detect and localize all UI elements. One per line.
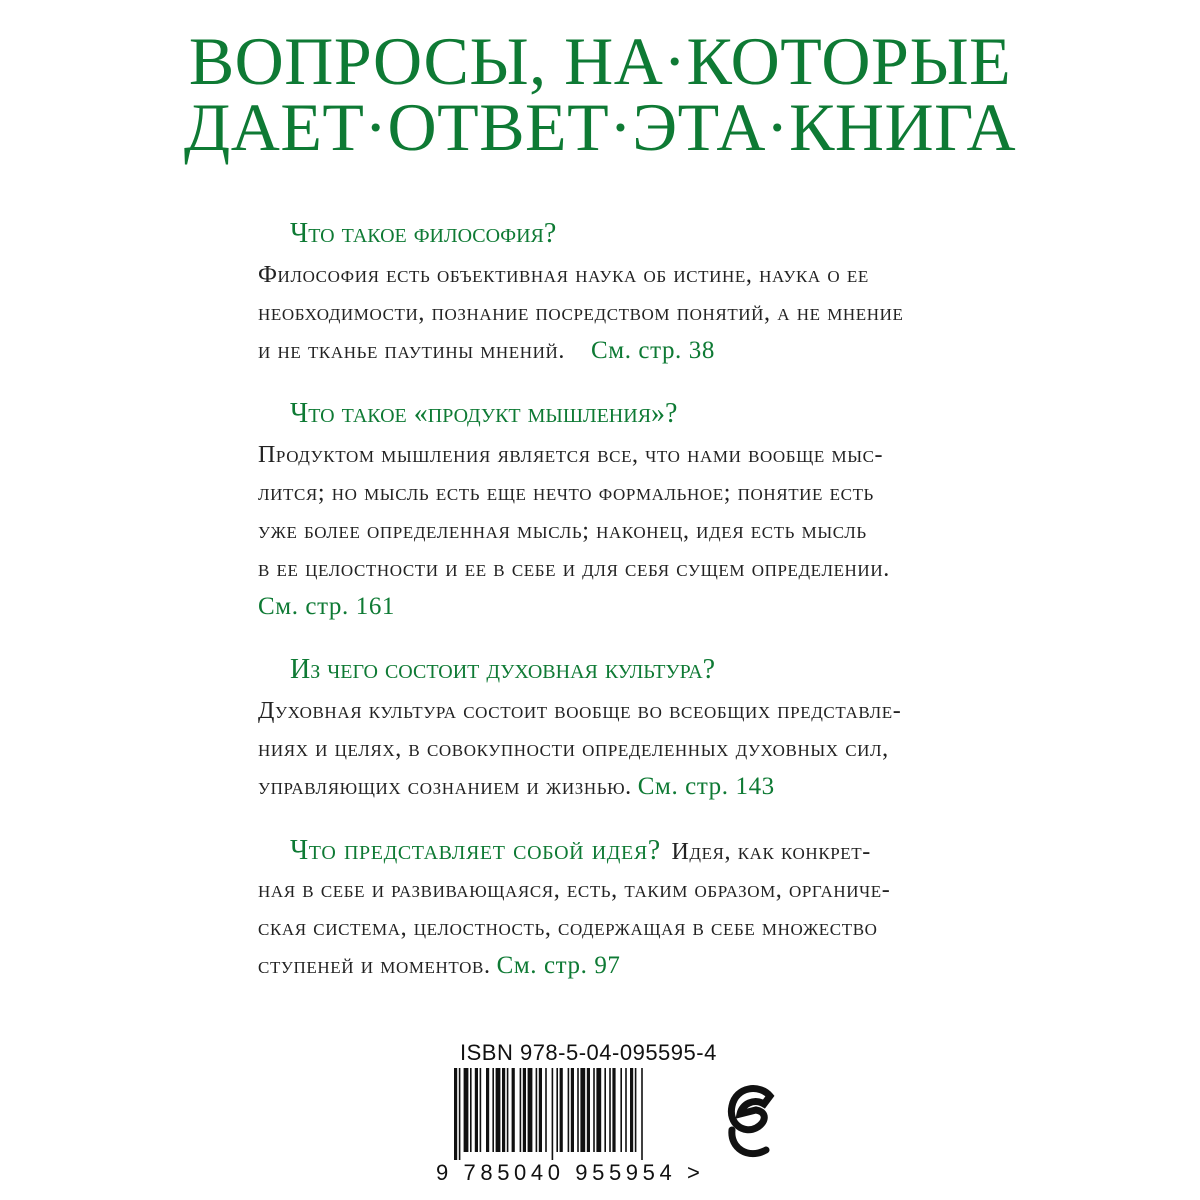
- page-reference: См. стр. 143: [637, 773, 775, 800]
- question-heading: Что такое «продукт мышления»?: [290, 398, 678, 429]
- barcode-bar: [630, 1068, 633, 1152]
- qa-block-3: [258, 652, 948, 806]
- barcode-bar: [536, 1068, 538, 1152]
- barcode-bar: [528, 1068, 533, 1152]
- question-heading: Что представляет собой идея?: [290, 835, 661, 866]
- barcode-bar: [475, 1068, 478, 1152]
- barcode-bar: [612, 1068, 615, 1152]
- isbn-label: ISBN 978-5-04-095595-4: [460, 1040, 717, 1065]
- publisher-logo-icon: [726, 1082, 778, 1162]
- barcode-bar: [560, 1068, 563, 1152]
- barcode-bar: [620, 1068, 622, 1152]
- answer-text: [258, 832, 948, 985]
- barcode-bar: [604, 1068, 606, 1152]
- barcode-bar: [596, 1068, 601, 1152]
- barcode-bar: [512, 1068, 515, 1152]
- barcode-bar: [556, 1068, 558, 1152]
- barcode-bar: [641, 1068, 643, 1160]
- qa-content: [258, 216, 948, 1011]
- barcode-bar: [470, 1068, 472, 1152]
- answer-text: [258, 692, 948, 806]
- barcode-bar: [520, 1068, 522, 1152]
- barcode-bar: [492, 1068, 494, 1152]
- title-line-1: ВОПРОСЫ, НА·КОТОРЫЕ: [188, 23, 1012, 99]
- title-line-2: ДАЕТ·ОТВЕТ·ЭТА·КНИГА: [183, 89, 1017, 165]
- qa-block-2: [258, 396, 948, 626]
- barcode-bar: [593, 1068, 595, 1152]
- barcode-bar: [545, 1068, 547, 1152]
- barcode-bar: [577, 1068, 579, 1152]
- answer-line: необходимости, познание посредством понятий, а не мнение: [258, 300, 904, 326]
- answer-line: ниях и целях, в совокупности определенных духовных сил,: [258, 736, 889, 762]
- answer-line: Идея, как конкрет-: [671, 839, 871, 865]
- barcode-bar: [609, 1068, 611, 1152]
- answer-line: ная в себе и развивающаяся, есть, таким образом, органиче-: [258, 877, 891, 903]
- barcode-bar: [523, 1068, 526, 1152]
- page-reference: См. стр. 38: [591, 337, 715, 364]
- answer-line: Продуктом мышления является все, что нами вообще мыс-: [258, 442, 884, 468]
- answer-text: [258, 436, 948, 626]
- answer-line: уже более определенная мысль; наконец, идея есть мысль: [258, 518, 867, 544]
- barcode-bar: [587, 1068, 590, 1152]
- barcode-bar: [568, 1068, 570, 1152]
- barcode: [452, 1068, 702, 1160]
- barcode-bar: [496, 1068, 501, 1152]
- question-heading: Что такое философия?: [290, 218, 557, 249]
- barcode-bar: [480, 1068, 482, 1152]
- page-reference: См. стр. 97: [496, 952, 621, 979]
- barcode-bar: [580, 1068, 585, 1152]
- barcode-digits: 9 785040 955954 >: [436, 1160, 705, 1185]
- question-heading: Из чего состоит духовная культура?: [290, 654, 716, 685]
- answer-line: управляющих сознанием и жизнью.: [258, 774, 632, 800]
- answer-line: ступеней и моментов.: [258, 953, 491, 979]
- barcode-bar: [571, 1068, 574, 1152]
- answer-line: лится; но мысль есть еще нечто формальное; понятие есть: [258, 480, 874, 506]
- answer-line: в ее целостности и ее в себе и для себя сущем определении.: [258, 556, 890, 582]
- answer-line: ская система, целостность, содержащая в себе множество: [258, 915, 878, 941]
- page-reference: См. стр. 161: [258, 593, 396, 620]
- qa-block-4: [258, 832, 948, 985]
- answer-line: Духовная культура состоит вообще во всеобщих представле-: [258, 698, 902, 724]
- qa-block-1: [258, 216, 948, 370]
- barcode-bar: [552, 1068, 554, 1160]
- barcode-bar: [454, 1068, 457, 1160]
- barcode-bar: [502, 1068, 505, 1152]
- barcode-bar: [486, 1068, 489, 1152]
- answer-line: Философия есть объективная наука об истине, наука о ее: [258, 262, 869, 288]
- barcode-bar: [459, 1068, 461, 1160]
- barcode-bar: [539, 1068, 542, 1152]
- answer-text: [258, 256, 948, 370]
- barcode-bar: [625, 1068, 627, 1152]
- answer-line: и не тканье паутины мнений.: [258, 338, 566, 364]
- page-title: [0, 23, 1200, 165]
- barcode-bar: [507, 1068, 509, 1152]
- barcode-bar: [635, 1068, 637, 1152]
- barcode-bar: [464, 1068, 469, 1152]
